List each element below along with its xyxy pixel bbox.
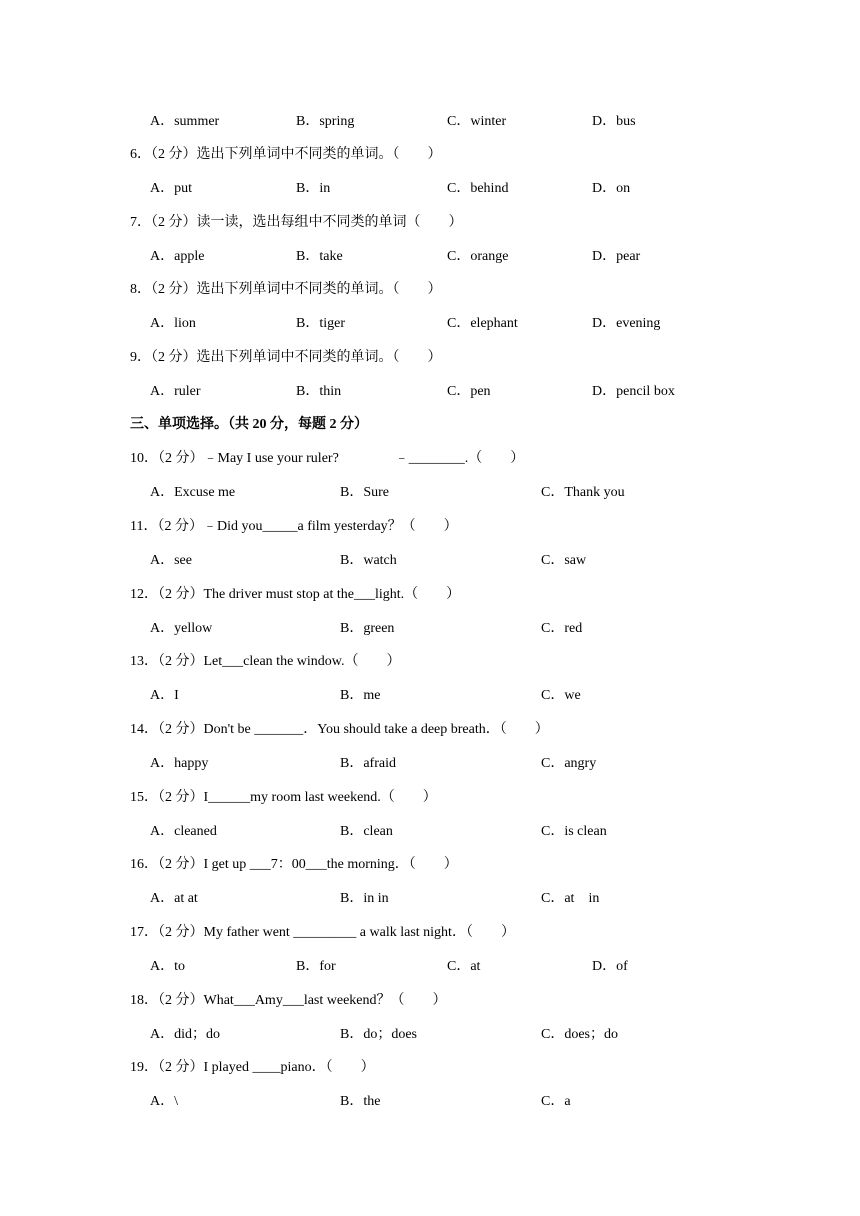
q11-option-c[interactable]: C．saw [541, 553, 587, 568]
q6-option-d[interactable]: D．on [592, 181, 631, 196]
q9-option-a[interactable]: A．ruler [150, 384, 201, 399]
q9-option-b[interactable]: B．thin [296, 384, 342, 399]
q8-stem: 8．（2 分）选出下列单词中不同类的单词。（ ） [130, 282, 442, 297]
q17-option-b[interactable]: B．for [296, 959, 336, 974]
q19-option-c[interactable]: C．a [541, 1094, 571, 1109]
q8-option-a[interactable]: A．lion [150, 316, 196, 331]
q14-option-c[interactable]: C．angry [541, 756, 597, 771]
q16-option-a[interactable]: A．at at [150, 891, 198, 906]
q18-option-c[interactable]: C．does；do [541, 1027, 618, 1042]
q14-option-a[interactable]: A．happy [150, 756, 209, 771]
q9-option-c[interactable]: C．pen [447, 384, 491, 399]
q11-option-b[interactable]: B．watch [340, 553, 397, 568]
q6-stem: 6．（2 分）选出下列单词中不同类的单词。（ ） [130, 147, 442, 162]
q9-stem: 9．（2 分）选出下列单词中不同类的单词。（ ） [130, 350, 442, 365]
q17-option-d[interactable]: D．of [592, 959, 628, 974]
q15-option-c[interactable]: C．is clean [541, 824, 607, 839]
q12-option-b[interactable]: B．green [340, 621, 395, 636]
q7-option-b[interactable]: B．take [296, 249, 343, 264]
q13-option-a[interactable]: A．I [150, 688, 179, 703]
q16-option-b[interactable]: B．in in [340, 891, 389, 906]
q16-stem: 16．（2 分）I get up ___7：00___the morning．（ ） [130, 857, 458, 872]
q19-stem: 19．（2 分）I played ____piano．（ ） [130, 1060, 375, 1075]
q15-stem: 15．（2 分）I______my room last weekend.（ ） [130, 790, 437, 805]
q5-option-a[interactable]: A．summer [150, 114, 220, 129]
q12-stem: 12．（2 分）The driver must stop at the___light.（ ） [130, 587, 461, 602]
q7-option-c[interactable]: C．orange [447, 249, 509, 264]
q7-stem: 7．（2 分）读一读，选出每组中不同类的单词（ ） [130, 215, 463, 230]
q15-option-b[interactable]: B．clean [340, 824, 393, 839]
q9-option-d[interactable]: D．pencil box [592, 384, 675, 399]
section-title: 三、单项选择。（共 20 分，每题 2 分） [130, 417, 368, 432]
q17-option-a[interactable]: A．to [150, 959, 185, 974]
q18-stem: 18．（2 分）What___Amy___last weekend？（ ） [130, 993, 447, 1008]
q13-option-b[interactable]: B．me [340, 688, 381, 703]
q8-option-b[interactable]: B．tiger [296, 316, 345, 331]
q7-option-d[interactable]: D．pear [592, 249, 641, 264]
q8-option-c[interactable]: C．elephant [447, 316, 518, 331]
q10-option-c[interactable]: C．Thank you [541, 485, 625, 500]
q5-option-d[interactable]: D．bus [592, 114, 636, 129]
q10-option-a[interactable]: A．Excuse me [150, 485, 236, 500]
q15-option-a[interactable]: A．cleaned [150, 824, 217, 839]
q14-stem: 14．（2 分）Don't be _______．You should take a deep breath．（ ） [130, 722, 549, 737]
q13-stem: 13．（2 分）Let___clean the window.（ ） [130, 654, 401, 669]
q14-option-b[interactable]: B．afraid [340, 756, 396, 771]
q6-option-a[interactable]: A．put [150, 181, 192, 196]
q7-option-a[interactable]: A．apple [150, 249, 205, 264]
q10-option-b[interactable]: B．Sure [340, 485, 389, 500]
q17-option-c[interactable]: C．at [447, 959, 481, 974]
q18-option-a[interactable]: A．did；do [150, 1027, 220, 1042]
q11-option-a[interactable]: A．see [150, 553, 192, 568]
q8-option-d[interactable]: D．evening [592, 316, 661, 331]
q5-option-b[interactable]: B．spring [296, 114, 355, 129]
q19-option-b[interactable]: B．the [340, 1094, 381, 1109]
q12-option-c[interactable]: C．red [541, 621, 583, 636]
q19-option-a[interactable]: A．\ [150, 1094, 178, 1109]
q17-stem: 17．（2 分）My father went _________ a walk last night．（ ） [130, 925, 515, 940]
q10-stem: 10．（2 分）﹣May I use your ruler? ﹣________.（ ） [130, 451, 525, 466]
q13-option-c[interactable]: C．we [541, 688, 581, 703]
q6-option-b[interactable]: B．in [296, 181, 331, 196]
q12-option-a[interactable]: A．yellow [150, 621, 213, 636]
q18-option-b[interactable]: B．do；does [340, 1027, 417, 1042]
q16-option-c[interactable]: C．at in [541, 891, 600, 906]
q5-option-c[interactable]: C．winter [447, 114, 507, 129]
q6-option-c[interactable]: C．behind [447, 181, 509, 196]
q11-stem: 11．（2 分）﹣Did you_____a film yesterday？（ ） [130, 519, 458, 534]
